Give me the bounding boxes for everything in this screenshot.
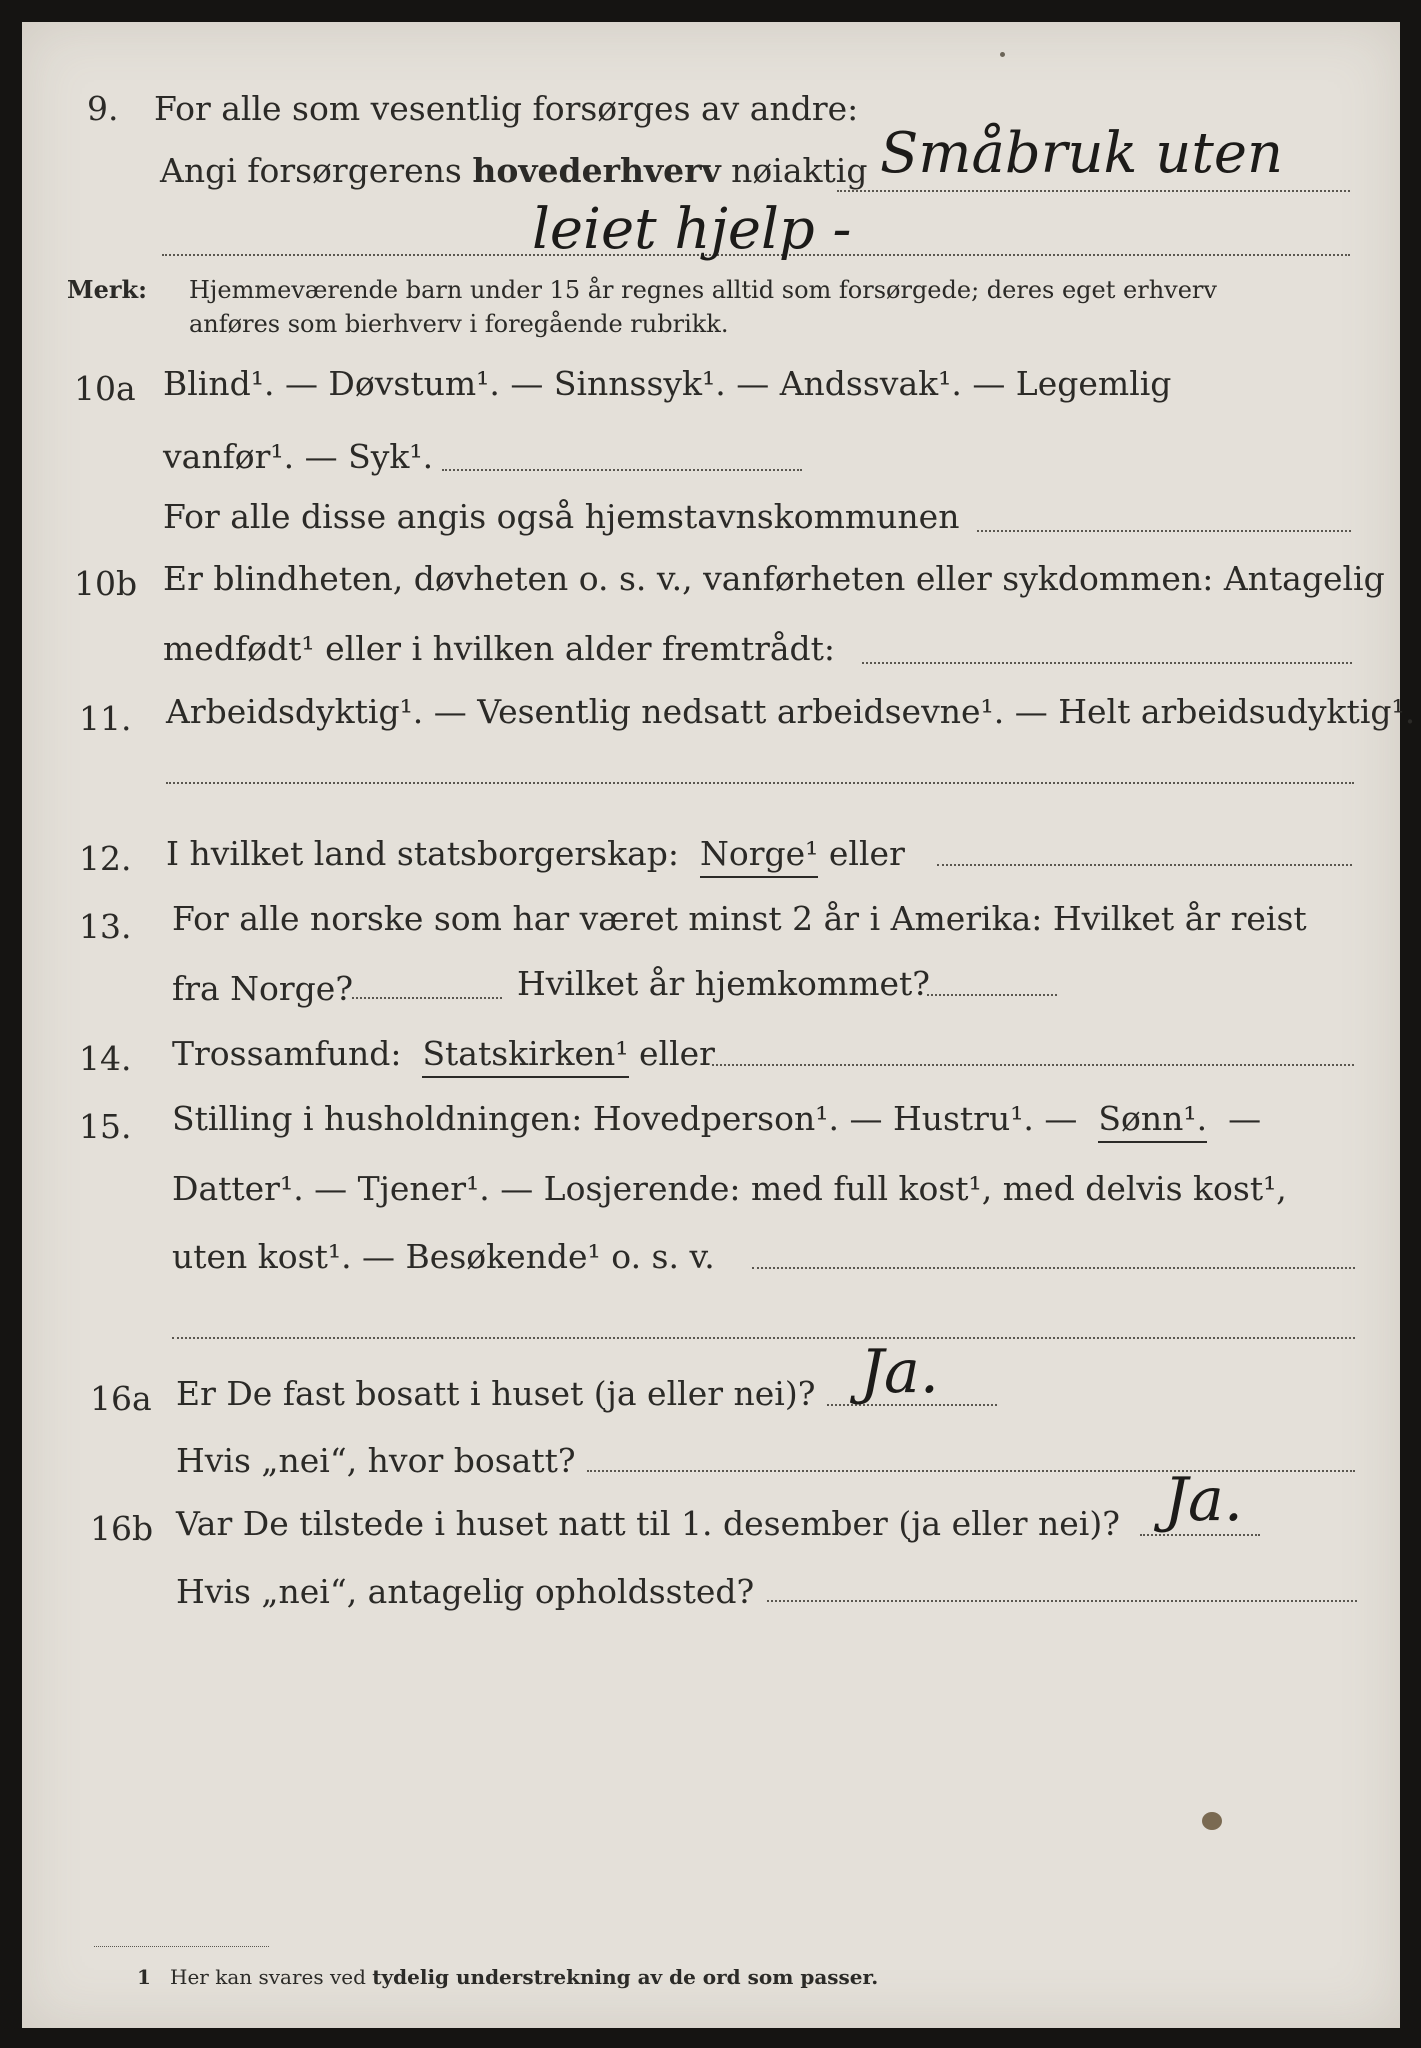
q12-norge-underlined: Norge¹ <box>700 834 818 878</box>
q9-handwritten-answer-2: leiet hjelp - <box>532 197 852 262</box>
q10b-line2: medfødt¹ eller i hvilken alder fremtrådt: <box>163 629 836 668</box>
q15-line3: uten kost¹. — Besøkende¹ o. s. v. <box>172 1237 715 1276</box>
q13-number: 13. <box>79 907 132 946</box>
q10a-line3: For alle disse angis også hjemstavnskommunen <box>163 497 960 536</box>
q12-answer-line <box>937 864 1352 866</box>
q10a-hjemstavn-line <box>977 530 1351 532</box>
paper-stain <box>1202 1812 1222 1830</box>
q15-number: 15. <box>79 1107 132 1146</box>
q13-hjemkommet-line <box>927 994 1057 996</box>
footnote-text: Her kan svares ved tydelig understrekning av de ord som passer. <box>170 1965 879 1989</box>
q10a-line1: Blind¹. — Døvstum¹. — Sinnssyk¹. — Andssvak¹. — Legemlig <box>163 364 1172 403</box>
q16a-number: 16a <box>90 1379 152 1418</box>
q10b-line1: Er blindheten, døvheten o. s. v., vanførheten eller sykdommen: Antagelig <box>163 559 1385 598</box>
q15-answer-line-2 <box>172 1337 1355 1339</box>
q14-answer-line <box>712 1064 1354 1066</box>
q13-line2a: fra Norge? <box>172 969 354 1008</box>
census-form-page <box>22 22 1416 2028</box>
paper-speck <box>1000 52 1005 57</box>
q16b-handwritten-answer: Ja. <box>1164 1465 1243 1535</box>
merk-line2: anføres som bierhverv i foregående rubrikk. <box>189 310 729 338</box>
q10b-number: 10b <box>74 564 138 603</box>
q9-line2: Angi forsørgerens hovederhverv nøiaktig <box>160 151 868 190</box>
q11-number: 11. <box>79 699 132 738</box>
q15-answer-line-1 <box>752 1267 1355 1269</box>
merk-label: Merk: <box>67 275 147 304</box>
q14-number: 14. <box>79 1039 132 1078</box>
q15-line2: Datter¹. — Tjener¹. — Losjerende: med full kost¹, med delvis kost¹, <box>172 1169 1287 1208</box>
q16b-number: 16b <box>90 1509 154 1548</box>
q16b-line2: Hvis „nei“, antagelig opholdssted? <box>176 1572 755 1611</box>
q16a-handwritten-answer: Ja. <box>860 1337 939 1407</box>
q13-line2b: Hvilket år hjemkommet? <box>517 964 930 1003</box>
q13-line1: For alle norske som har været minst 2 år i Amerika: Hvilket år reist <box>172 899 1307 938</box>
q10a-line2: vanfør¹. — Syk¹. <box>163 437 434 476</box>
q10a-number: 10a <box>74 369 136 408</box>
q16a-line1: Er De fast bosatt i huset (ja eller nei)? <box>176 1374 816 1413</box>
q9-handwritten-answer-1: Småbruk uten <box>880 121 1284 186</box>
q11-line1: Arbeidsdyktig¹. — Vesentlig nedsatt arbeidsevne¹. — Helt arbeidsudyktig¹. <box>166 692 1416 731</box>
q14-text: Trossamfund: Statskirken¹ eller <box>172 1037 715 1070</box>
q15-line1: Stilling i husholdningen: Hovedperson¹. — Hustru¹. — Sønn¹. — <box>172 1102 1261 1135</box>
q10a-syk-line <box>442 469 802 471</box>
q12-text: I hvilket land statsborgerskap: Norge¹ eller <box>166 837 905 870</box>
q16b-line1: Var De tilstede i huset natt til 1. desember (ja eller nei)? <box>176 1504 1120 1543</box>
q11-answer-line <box>166 782 1354 784</box>
q16a-line2: Hvis „nei“, hvor bosatt? <box>176 1441 576 1480</box>
merk-line1: Hjemmeværende barn under 15 år regnes alltid som forsørgede; deres eget erhverv <box>189 276 1217 304</box>
q15-sonn-underlined: Sønn¹. <box>1098 1099 1207 1143</box>
q9-answer-line-1 <box>837 190 1350 192</box>
q13-reist-line <box>352 997 502 999</box>
q9-line1: For alle som vesentlig forsørges av andre: <box>154 89 859 128</box>
q12-number: 12. <box>79 839 132 878</box>
footnote-rule <box>94 1946 269 1947</box>
q14-statskirken-underlined: Statskirken¹ <box>422 1034 628 1078</box>
q10b-alder-line <box>862 662 1352 664</box>
q16b-opholdssted-line <box>767 1600 1357 1602</box>
footnote-mark: 1 <box>137 1965 151 1989</box>
q9-number: 9. <box>87 89 119 128</box>
